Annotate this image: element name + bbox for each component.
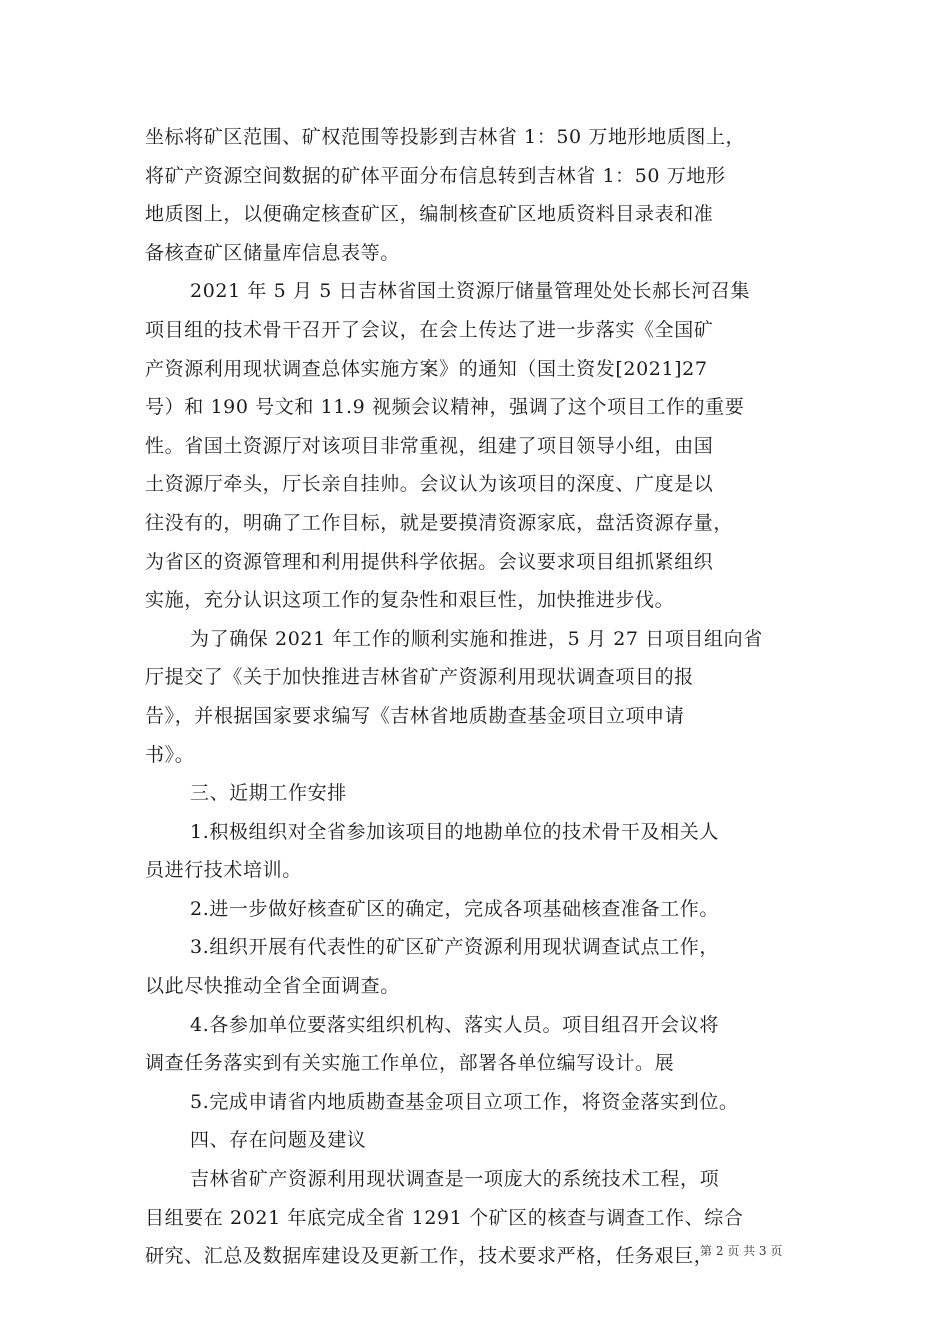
text-line: 性。省国土资源厅对该项目非常重视，组建了项目领导小组，由国 <box>145 434 714 457</box>
text-line: 为了确保 2021 年工作的顺利实施和推进，5 月 27 日项目组向省 <box>190 627 763 650</box>
text-line: 产资源利用现状调查总体实施方案》的通知（国土资发[2021]27 <box>145 357 708 380</box>
text-line: 告》，并根据国家要求编写《吉林省地质勘查基金项目立项申请 <box>145 704 685 727</box>
text-line: 坐标将矿区范围、矿权范围等投影到吉林省 1：50 万地形地质图上， <box>145 126 746 148</box>
text-line: 实施，充分认识这项工作的复杂性和艰巨性，加快推进步伐。 <box>145 589 675 612</box>
section-heading: 四、存在问题及建议 <box>190 1129 367 1152</box>
text-line: 往没有的，明确了工作目标，就是要摸清资源家底，盘活资源存量， <box>145 511 734 534</box>
list-item: 5.完成申请省内地质勘查基金项目立项工作，将资金落实到位。 <box>190 1090 739 1113</box>
section-heading: 三、近期工作安排 <box>190 782 347 805</box>
text-line: 土资源厅牵头，厅长亲自挂帅。会议认为该项目的深度、广度是以 <box>145 473 714 496</box>
page-number-footer: 第 2 页 共 3 页 <box>700 1244 783 1258</box>
list-item: 2.进一步做好核查矿区的确定，完成各项基础核查准备工作。 <box>190 897 719 920</box>
text-line: 厅提交了《关于加快推进吉林省矿产资源利用现状调查项目的报 <box>145 666 694 689</box>
text-line: 调查任务落实到有关实施工作单位，部署各单位编写设计。展 <box>145 1052 675 1075</box>
text-line: 目组要在 2021 年底完成全省 1291 个矿区的核查与调查工作、综合 <box>145 1206 744 1229</box>
document-body <box>145 118 810 1276</box>
text-line: 研究、汇总及数据库建设及更新工作，技术要求严格，任务艰巨， <box>145 1245 714 1268</box>
text-line: 员进行技术培训。 <box>145 859 302 882</box>
list-item: 3.组织开展有代表性的矿区矿产资源利用现状调查试点工作， <box>190 936 719 959</box>
text-line: 吉林省矿产资源利用现状调查是一项庞大的系统技术工程，项 <box>190 1168 720 1191</box>
text-line: 为省区的资源管理和利用提供科学依据。会议要求项目组抓紧组织 <box>145 550 714 573</box>
list-item: 1.积极组织对全省参加该项目的地勘单位的技术骨干及相关人 <box>190 820 719 843</box>
list-item: 4.各参加单位要落实组织机构、落实人员。项目组召开会议将 <box>190 1013 719 1036</box>
text-line: 将矿产资源空间数据的矿体平面分布信息转到吉林省 1：50 万地形 <box>145 164 726 187</box>
text-line: 地质图上，以便确定核查矿区，编制核查矿区地质资料目录表和准 <box>145 203 714 226</box>
text-line: 项目组的技术骨干召开了会议，在会上传达了进一步落实《全国矿 <box>145 318 714 341</box>
text-line: 备核查矿区储量库信息表等。 <box>145 241 400 264</box>
text-line: 以此尽快推动全省全面调查。 <box>145 975 400 998</box>
text-line: 书》。 <box>145 743 195 766</box>
text-line: 号）和 190 号文和 11.9 视频会议精神，强调了这个项目工作的重要 <box>145 396 745 419</box>
text-line: 2021 年 5 月 5 日吉林省国土资源厅储量管理处处长郝长河召集 <box>190 280 751 303</box>
